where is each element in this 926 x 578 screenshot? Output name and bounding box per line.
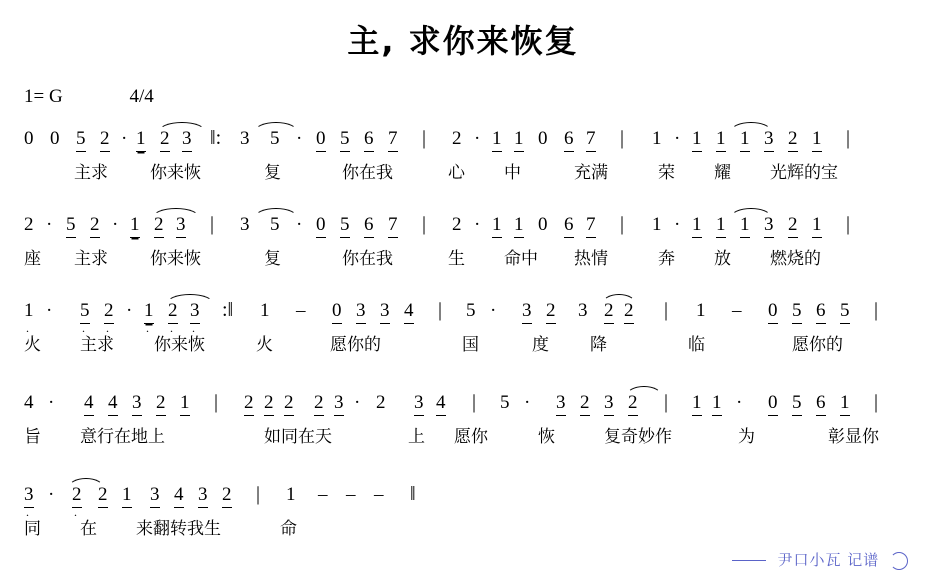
lyric-token: 愿你 — [454, 427, 488, 447]
note-token: 4 — [84, 392, 94, 416]
lyric-token: 命 — [280, 519, 297, 539]
page-title: 主, 求你来恢复 — [347, 22, 579, 60]
credit-dash — [732, 560, 766, 561]
lyric-token: 意行在地上 — [80, 427, 165, 447]
note-token: 0 — [316, 214, 326, 238]
note-token: 1 — [716, 128, 726, 152]
lyric-token: 主求 — [74, 249, 108, 269]
note-token: · — [474, 214, 481, 235]
tie-slur — [730, 208, 772, 218]
notation-row — [24, 299, 904, 335]
lyric-token: 耀 — [714, 163, 731, 183]
note-token: 0 — [768, 300, 778, 324]
note-token: 3 — [240, 128, 250, 149]
note-token: 6 — [364, 214, 374, 238]
lyrics-row — [24, 158, 904, 186]
note-token: 2 — [624, 300, 634, 324]
note-token: 3 — [150, 484, 160, 508]
note-token: 4 — [24, 392, 34, 413]
note-token: 3 — [604, 392, 614, 416]
note-token: · — [46, 300, 53, 321]
lyric-token: 主求 — [80, 335, 114, 355]
music-system — [24, 300, 904, 358]
music-system — [24, 392, 904, 450]
lyric-token: 座 — [24, 249, 41, 269]
note-token: 2 — [244, 392, 254, 416]
note-token: 5 — [466, 300, 476, 321]
note-token: · — [474, 128, 481, 149]
note-token: | — [874, 391, 879, 413]
note-token: | — [664, 299, 669, 321]
note-token: 2 — [604, 300, 614, 324]
note-token: 0 — [538, 128, 548, 149]
lyric-token: 愿你的 — [792, 335, 843, 355]
note-token: | — [210, 213, 215, 235]
note-token: 5 — [840, 300, 850, 324]
note-token: 1 — [652, 128, 662, 149]
note-token: | — [620, 213, 625, 235]
lyric-token: 为 — [738, 427, 755, 447]
note-token: 5 — [340, 214, 350, 238]
lyric-token: 火 — [256, 335, 273, 355]
note-token: | — [438, 299, 443, 321]
note-token: | — [664, 391, 669, 413]
octave-dot: . — [74, 505, 77, 519]
lyric-token: 国 — [462, 335, 479, 355]
note-token: 7 — [388, 214, 398, 238]
lyric-token: 燃烧的 — [770, 249, 821, 269]
note-token: 3 — [190, 300, 200, 324]
lyric-token: 热情 — [574, 249, 608, 269]
note-token: 0 — [24, 128, 34, 149]
note-token: 6 — [564, 128, 574, 152]
note-token: | — [874, 299, 879, 321]
note-token: 0 — [50, 128, 60, 149]
tie-slur — [626, 386, 662, 396]
note-token: – — [318, 484, 328, 505]
lyric-token: 你在我 — [342, 249, 393, 269]
note-token: – — [296, 300, 306, 321]
note-token: 2 — [90, 214, 100, 238]
credit-text: 尹口小瓦 记谱 — [777, 551, 880, 569]
notation-row — [24, 128, 904, 158]
note-token: 4 — [436, 392, 446, 416]
lyric-token: 光辉的宝 — [770, 163, 838, 183]
lyric-token: 火 — [24, 335, 41, 355]
note-token: 5 — [270, 128, 280, 149]
tie-slur — [602, 294, 636, 304]
note-token: 0 — [538, 214, 548, 235]
note-token: 1 — [840, 392, 850, 416]
note-token: 5 — [66, 214, 76, 238]
notation-row — [24, 392, 904, 422]
lyric-token: 如同在天 — [264, 427, 332, 447]
lyric-token: 临 — [688, 335, 705, 355]
octave-dot: . — [26, 505, 29, 519]
note-token: 6 — [816, 300, 826, 324]
note-token: 0 — [768, 392, 778, 416]
lyric-token: 主求 — [74, 163, 108, 183]
note-token: 2 — [546, 300, 556, 324]
note-token: | — [846, 127, 851, 149]
note-token: 3 — [240, 214, 250, 235]
credit-seal-icon — [890, 552, 908, 570]
note-token: · — [296, 214, 303, 235]
time-signature: 4/4 — [129, 86, 154, 107]
lyric-token: 旨 — [24, 427, 41, 447]
note-token: | — [422, 213, 427, 235]
octave-dot: . — [82, 321, 85, 335]
note-token: 1 — [692, 128, 702, 152]
credit-line — [732, 549, 908, 570]
note-token: 1 — [712, 392, 722, 416]
note-token: 2 — [156, 392, 166, 416]
lyric-token: 上 — [408, 427, 425, 447]
lyric-token: 彰显你 — [828, 427, 879, 447]
lyric-token: 降 — [590, 335, 607, 355]
lyric-token: 奔 — [658, 249, 675, 269]
note-token: · — [524, 392, 531, 413]
lyric-token: 你在我 — [342, 163, 393, 183]
note-token: 5 — [340, 128, 350, 152]
note-token: 3 — [764, 128, 774, 152]
note-token: ‖: — [210, 127, 222, 149]
note-token: | — [422, 127, 427, 149]
note-token: 2 — [154, 214, 164, 238]
tie-slur — [254, 208, 298, 218]
note-token: 1 — [492, 128, 502, 152]
note-token: 0 — [316, 128, 326, 152]
lyrics-row — [24, 514, 904, 542]
note-token: 1 — [740, 128, 750, 152]
note-token: | — [256, 483, 261, 505]
tie-slur — [158, 122, 206, 132]
note-token: 3 — [522, 300, 532, 324]
note-token: 3 — [176, 214, 186, 238]
octave-dot: . — [106, 321, 109, 335]
note-token: 3 — [198, 484, 208, 508]
note-token: 3 — [578, 300, 588, 321]
octave-dot: . — [146, 321, 149, 335]
note-token: 6 — [564, 214, 574, 238]
note-token: · — [674, 128, 681, 149]
lyric-token: 恢 — [538, 427, 555, 447]
note-token: 1 — [514, 128, 524, 152]
note-token: 1 — [716, 214, 726, 238]
note-token: 3 — [764, 214, 774, 238]
octave-dot: . — [192, 321, 195, 335]
lyric-token: 愿你的 — [330, 335, 381, 355]
note-token: ‖ — [410, 483, 416, 505]
note-token: 2 — [452, 214, 462, 235]
octave-dot: . — [170, 321, 173, 335]
lyric-token: 复 — [264, 163, 281, 183]
note-token: 3 — [334, 392, 344, 416]
note-token: 2 — [72, 484, 82, 508]
note-token: · — [48, 484, 55, 505]
note-token: 1 — [514, 214, 524, 238]
tie-slur — [152, 208, 200, 218]
note-token: 2 — [104, 300, 114, 324]
note-token: 1 — [492, 214, 502, 238]
note-token: 2 — [788, 128, 798, 152]
note-token: :‖ — [222, 299, 234, 321]
note-token: 6 — [816, 392, 826, 416]
note-token: 1 — [696, 300, 706, 321]
note-token: 1 — [812, 128, 822, 152]
score-meta — [24, 86, 154, 108]
lyric-token: 中 — [504, 163, 521, 183]
note-token: · — [296, 128, 303, 149]
lyric-token: 生 — [448, 249, 465, 269]
tie-slur — [166, 294, 214, 304]
lyric-token: 来翻转我生 — [136, 519, 221, 539]
note-token: 2 — [160, 128, 170, 152]
note-token: 5 — [76, 128, 86, 152]
note-token: 1 — [812, 214, 822, 238]
note-token: 1 — [130, 214, 140, 238]
note-token: · — [674, 214, 681, 235]
note-token: 5 — [792, 392, 802, 416]
note-token: 5 — [270, 214, 280, 235]
note-token: 4 — [404, 300, 414, 324]
lyric-token: 荣 — [658, 163, 675, 183]
lyric-token: 你来恢 — [150, 249, 201, 269]
note-token: 3 — [356, 300, 366, 324]
note-token: 1 — [24, 300, 34, 321]
note-token: 2 — [452, 128, 462, 149]
note-token: 2 — [168, 300, 178, 324]
note-token: · — [126, 300, 133, 321]
note-token: 1 — [180, 392, 190, 416]
note-token: 0 — [332, 300, 342, 324]
note-token: 4 — [174, 484, 184, 508]
note-token: · — [46, 214, 53, 235]
note-token: 3 — [414, 392, 424, 416]
note-token: 1 — [692, 214, 702, 238]
note-token: 2 — [98, 484, 108, 508]
note-token: 2 — [376, 392, 386, 413]
music-system — [24, 128, 904, 186]
key-signature: 1= G — [24, 86, 63, 107]
note-token: · — [112, 214, 119, 235]
note-token: 3 — [182, 128, 192, 152]
lyric-token: 你来恢 — [150, 163, 201, 183]
note-token: · — [736, 392, 743, 413]
note-token: 7 — [388, 128, 398, 152]
note-token: 1 — [286, 484, 296, 505]
notation-row — [24, 214, 904, 244]
note-token: 1 — [652, 214, 662, 235]
note-token: 2 — [788, 214, 798, 238]
note-token: | — [620, 127, 625, 149]
lyric-token: 复 — [264, 249, 281, 269]
lyrics-row — [24, 422, 904, 450]
note-token: 2 — [100, 128, 110, 152]
tie-slur — [254, 122, 298, 132]
note-token: 1 — [144, 300, 154, 324]
note-token: · — [354, 392, 361, 413]
note-token: 1 — [740, 214, 750, 238]
note-token: 7 — [586, 214, 596, 238]
note-token: 5 — [80, 300, 90, 324]
note-token: 2 — [314, 392, 324, 416]
note-token: – — [374, 484, 384, 505]
lyric-token: 复奇妙作 — [604, 427, 672, 447]
note-token: | — [846, 213, 851, 235]
note-token: 2 — [24, 214, 34, 235]
note-token: 2 — [284, 392, 294, 416]
note-token: 2 — [580, 392, 590, 416]
note-token: 7 — [586, 128, 596, 152]
note-token: 1 — [136, 128, 146, 152]
note-token: | — [472, 391, 477, 413]
note-token: 5 — [792, 300, 802, 324]
octave-dot: . — [26, 321, 29, 335]
music-system — [24, 214, 904, 272]
lyric-token: 放 — [714, 249, 731, 269]
note-token: – — [346, 484, 356, 505]
music-system — [24, 484, 904, 542]
lyric-token: 同 — [24, 519, 41, 539]
lyric-token: 心 — [448, 163, 465, 183]
tie-slur — [68, 478, 104, 488]
note-token: 2 — [628, 392, 638, 416]
note-token: 3 — [556, 392, 566, 416]
lyric-token: 你来恢 — [154, 335, 205, 355]
note-token: 3 — [132, 392, 142, 416]
note-token: 1 — [692, 392, 702, 416]
lyric-token: 充满 — [574, 163, 608, 183]
note-token: · — [48, 392, 55, 413]
note-token: 1 — [260, 300, 270, 321]
note-token: 4 — [108, 392, 118, 416]
lyric-token: 度 — [532, 335, 549, 355]
lyrics-row — [24, 330, 904, 358]
note-token: – — [732, 300, 742, 321]
note-token: · — [121, 128, 128, 149]
note-token: 2 — [264, 392, 274, 416]
note-token: 1 — [122, 484, 132, 508]
lyrics-row — [24, 244, 904, 272]
note-token: 3 — [24, 484, 34, 508]
note-token: 2 — [222, 484, 232, 508]
note-token: 6 — [364, 128, 374, 152]
tie-slur — [730, 122, 772, 132]
note-token: 3 — [380, 300, 390, 324]
note-token: 5 — [500, 392, 510, 413]
note-token: | — [214, 391, 219, 413]
lyric-token: 在 — [80, 519, 97, 539]
note-token: · — [490, 300, 497, 321]
lyric-token: 命中 — [504, 249, 538, 269]
notation-row — [24, 483, 904, 519]
